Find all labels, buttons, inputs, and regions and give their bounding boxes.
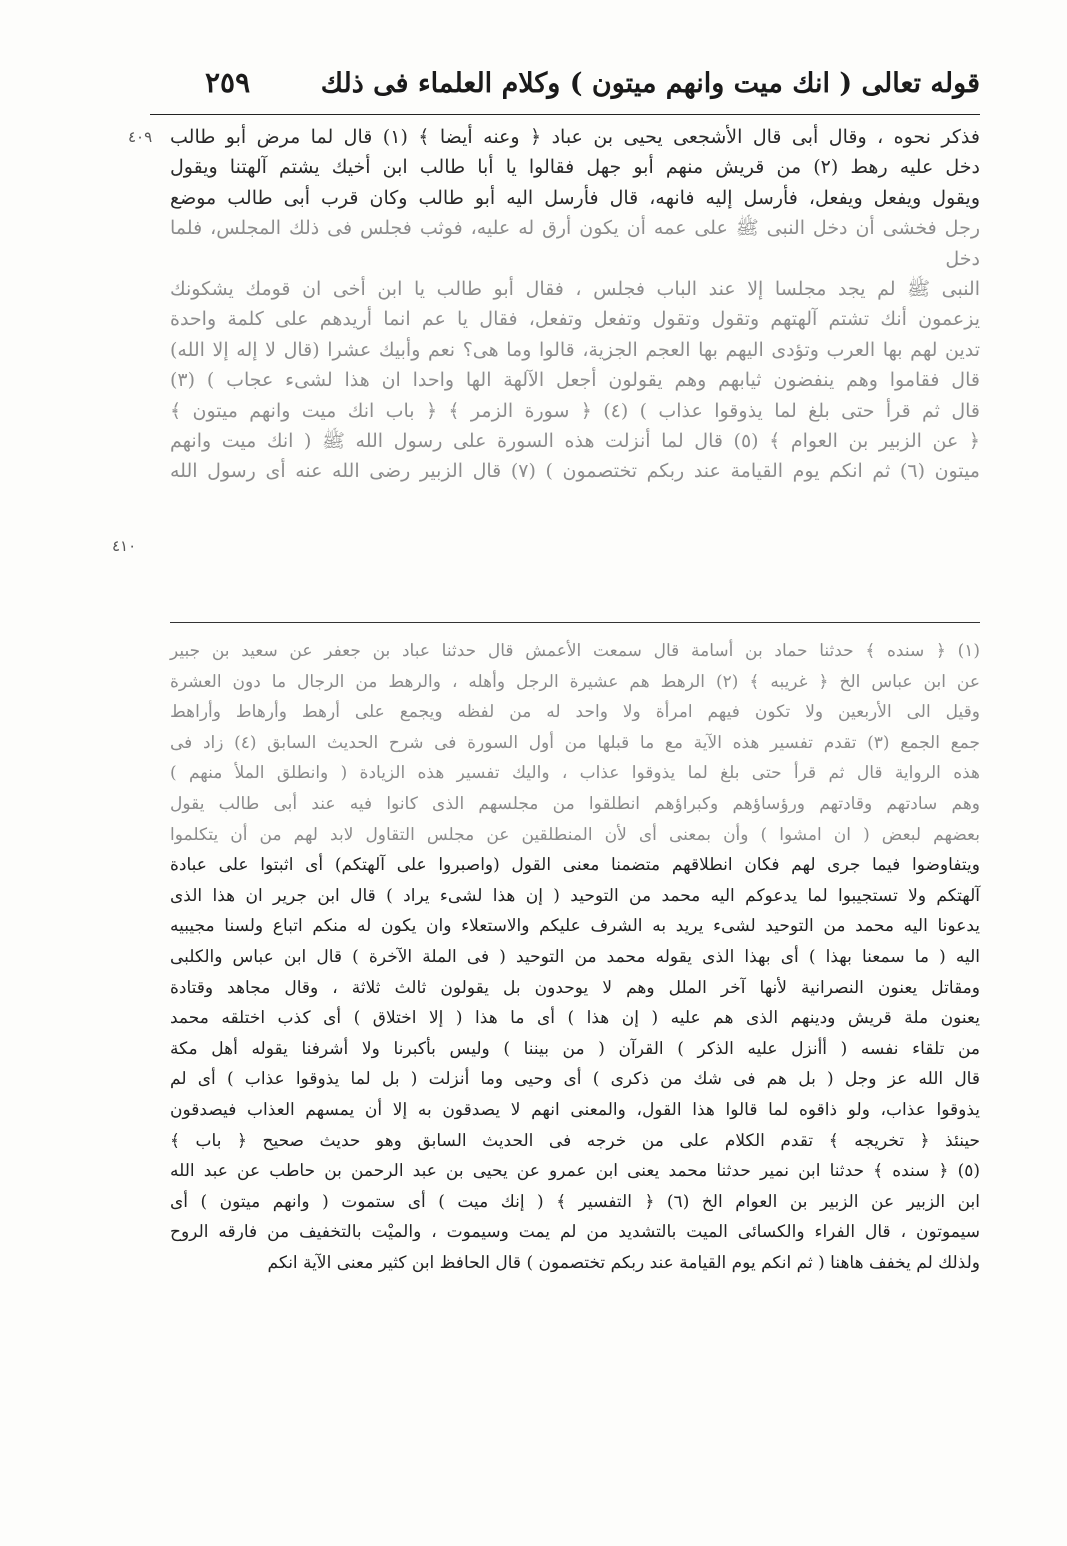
commentary-line: آلهتكم ولا تستجيبوا لما يدعوكم اليه محمد من التوحيد ( إن هذا لشىء يراد ) قال ابن جرير ان هذا الذى: [170, 885, 980, 906]
commentary-line: ويتفاوضوا فيما جرى لهم فكان انطلاقهم متضمنا معنى القول (واصبروا على آلهتكم) أى اثبتوا على عبادة: [170, 855, 980, 876]
main-text-line: النبى ﷺ لم يجد مجلسا إلا عند الباب فجلس ، فقال أبو طالب يا ابن أخى ان قومك يشكونك: [170, 278, 980, 301]
main-text-line: يزعمون أنك تشتم آلهتهم وتقول وتقول وتفعل وتفعل، فقال يا عم انما أريدهم على كلمة واحدة: [170, 308, 980, 331]
commentary-block: [170, 636, 980, 1278]
commentary-line: بعضهم لبعض ( ان امشوا ) وأن بمعنى أى لأن المنطلقين عن مجلس التقاول لابد لهم من أن يتكلموا: [170, 824, 980, 845]
commentary-line: وهم سادتهم وقادتهم ورؤساؤهم وكبراؤهم انطلقوا من مجلسهم الذى كانوا فيه عند أبى طالب يقول: [170, 793, 980, 814]
commentary-line: (٥) ﴿ سنده ﴾ حدثنا ابن نمير حدثنا محمد يعنى ابن عمرو عن يحيى بن عبد الرحمن بن حاطب عن عبد الله: [170, 1161, 980, 1182]
main-text-line: قال فقاموا وهم ينفضون ثيابهم وهم يقولون أجعل الآلهة الها واحدا ان هذا لشىء عجاب ) (٣): [170, 369, 980, 392]
commentary-line: اليه ( ما سمعنا بهذا ) أى بهذا الذى يقوله محمد من التوحيد ( فى الملة الآخرة ) قال ابن عباس والكلبى: [170, 946, 980, 967]
margin-hadith-number: ٤١٠: [112, 537, 137, 555]
commentary-line: عن ابن عباس الخ ﴿ غريبه ﴾ (٢) الرهط هم عشيرة الرجل وأهله ، والرهط من الرجال ما دون العشرة: [170, 671, 980, 692]
running-title: قوله تعالى ( انك ميت وانهم ميتون ) وكلام العلماء فى ذلك: [320, 68, 980, 99]
main-text-line: ﴿ عن الزبير بن العوام ﴾ (٥) قال لما أنزلت هذه السورة على رسول الله ﷺ ( انك ميت وانهم: [170, 430, 980, 453]
main-text-line: ويقول ويفعل ويفعل، فأرسل إليه فانهه، قال فأرسل اليه أبو طالب وكان قرب أبى طالب موضع: [170, 186, 980, 209]
commentary-line: يدعونا اليه محمد من التوحيد لشىء يريد به الشرف عليكم والاستعلاء وان يكون له منكم اتباع ولسنا مجيبيه: [170, 916, 980, 937]
commentary-line: جمع الجمع (٣) تقدم تفسير هذه الآية مع ما قبلها من أول السورة فى شرح الحديث السابق (٤) زاد فى: [170, 732, 980, 753]
main-text-line: دخل عليه رهط (٢) من قريش منهم أبو جهل فقالوا يا أبا طالب ابن أخيك يشتم آلهتنا ويقول: [170, 156, 980, 179]
main-text-line: ميتون (٦) ثم انكم يوم القيامة عند ربكم تختصمون ) (٧) قال الزبير رضى الله عنه أى رسول الله: [170, 460, 980, 483]
page-header: [150, 62, 980, 115]
footnote-divider: [170, 622, 980, 623]
commentary-line: سيموتون ، قال الفراء والكسائى الميت بالتشديد من لم يمت وسيموت ، والميْت بالتخفيف من فارقه الروح: [170, 1222, 980, 1243]
main-text-block: [170, 122, 980, 487]
commentary-line: يذوقوا عذاب، ولو ذاقوه لما قالوا هذا القول، والمعنى انهم لا يصدقون به إلا أن يمسهم العذاب فيصدقون: [170, 1099, 980, 1120]
commentary-line: وقيل الى الأربعين ولا تكون فيهم امرأة ولا واحد له من لفظه ويجمع على أرهط وأرهاط وأراهط: [170, 702, 980, 723]
commentary-line: ومقاتل يعنون النصرانية لأنها آخر الملل وهم لا يوحدون بل يقولون ثالث ثلاثة ، وقال مجاهد وقتادة: [170, 977, 980, 998]
commentary-line: (١) ﴿ سنده ﴾ حدثنا حماد بن أسامة قال سمعت الأعمش قال حدثنا عباد بن جعفر عن سعيد بن جبير: [170, 641, 980, 661]
commentary-line: ابن الزبير عن الزبير بن العوام الخ (٦) ﴿ التفسير ﴾ ( إنك ميت ) أى ستموت ( وانهم ميتون ) أى: [170, 1191, 981, 1212]
commentary-line: ولذلك لم يخفف هاهنا ( ثم انكم يوم القيامة عند ربكم تختصمون ) قال الحافظ ابن كثير معنى الآية انكم: [267, 1252, 980, 1273]
commentary-line: من تلقاء نفسه ( أأنزل عليه الذكر ) القرآن ( من بيننا ) وليس بأكبرنا ولا أشرفنا يقوله أهل مكة: [170, 1038, 980, 1059]
main-text-line: فذكر نحوه ، وقال أبى قال الأشجعى يحيى بن عباد ﴿ وعنه أيضا ﴾ (١) قال لما مرض أبو طالب: [170, 126, 980, 148]
commentary-line: حينئذ ﴿ تخريجه ﴾ تقدم الكلام على من خرجه فى الحديث السابق وهو حديث صحيح ﴿ باب ﴾: [170, 1130, 980, 1151]
commentary-line: قال الله عز وجل ( بل هم فى شك من ذكرى ) أى وحيى وما أنزلت ( بل لما يذوقوا عذاب ) أى لم: [170, 1069, 980, 1090]
margin-hadith-number: ٤٠٩: [128, 128, 153, 146]
page-number: ٢٥٩: [205, 66, 251, 99]
commentary-line: هذه الرواية قال ثم قرأ حتى بلغ لما يذوقوا عذاب ، واليك تفسير هذه الزيادة ( وانطلق الملأ منهم ): [170, 763, 980, 784]
main-text-line: رجل فخشى أن دخل النبى ﷺ على عمه أن يكون أرق له عليه، فوثب فجلس فى ذلك المجلس، فلما دخل: [170, 217, 980, 270]
main-text-line: قال ثم قرأ حتى بلغ لما يذوقوا عذاب ) (٤) ﴿ سورة الزمر ﴾ ﴿ باب انك ميت وانهم ميتون ﴾: [170, 399, 980, 422]
commentary-line: يعنون ملة قريش ودينهم الذى هم عليه ( إن هذا ) أى ما هذا ( إلا اختلاق ) أى كذب اختلقه محمد: [170, 1008, 980, 1029]
main-text-line: تدين لهم بها العرب وتؤدى اليهم بها العجم الجزية، قالوا وما هى؟ نعم وأبيك عشرا (قال لا إله إلا الله): [170, 338, 980, 361]
